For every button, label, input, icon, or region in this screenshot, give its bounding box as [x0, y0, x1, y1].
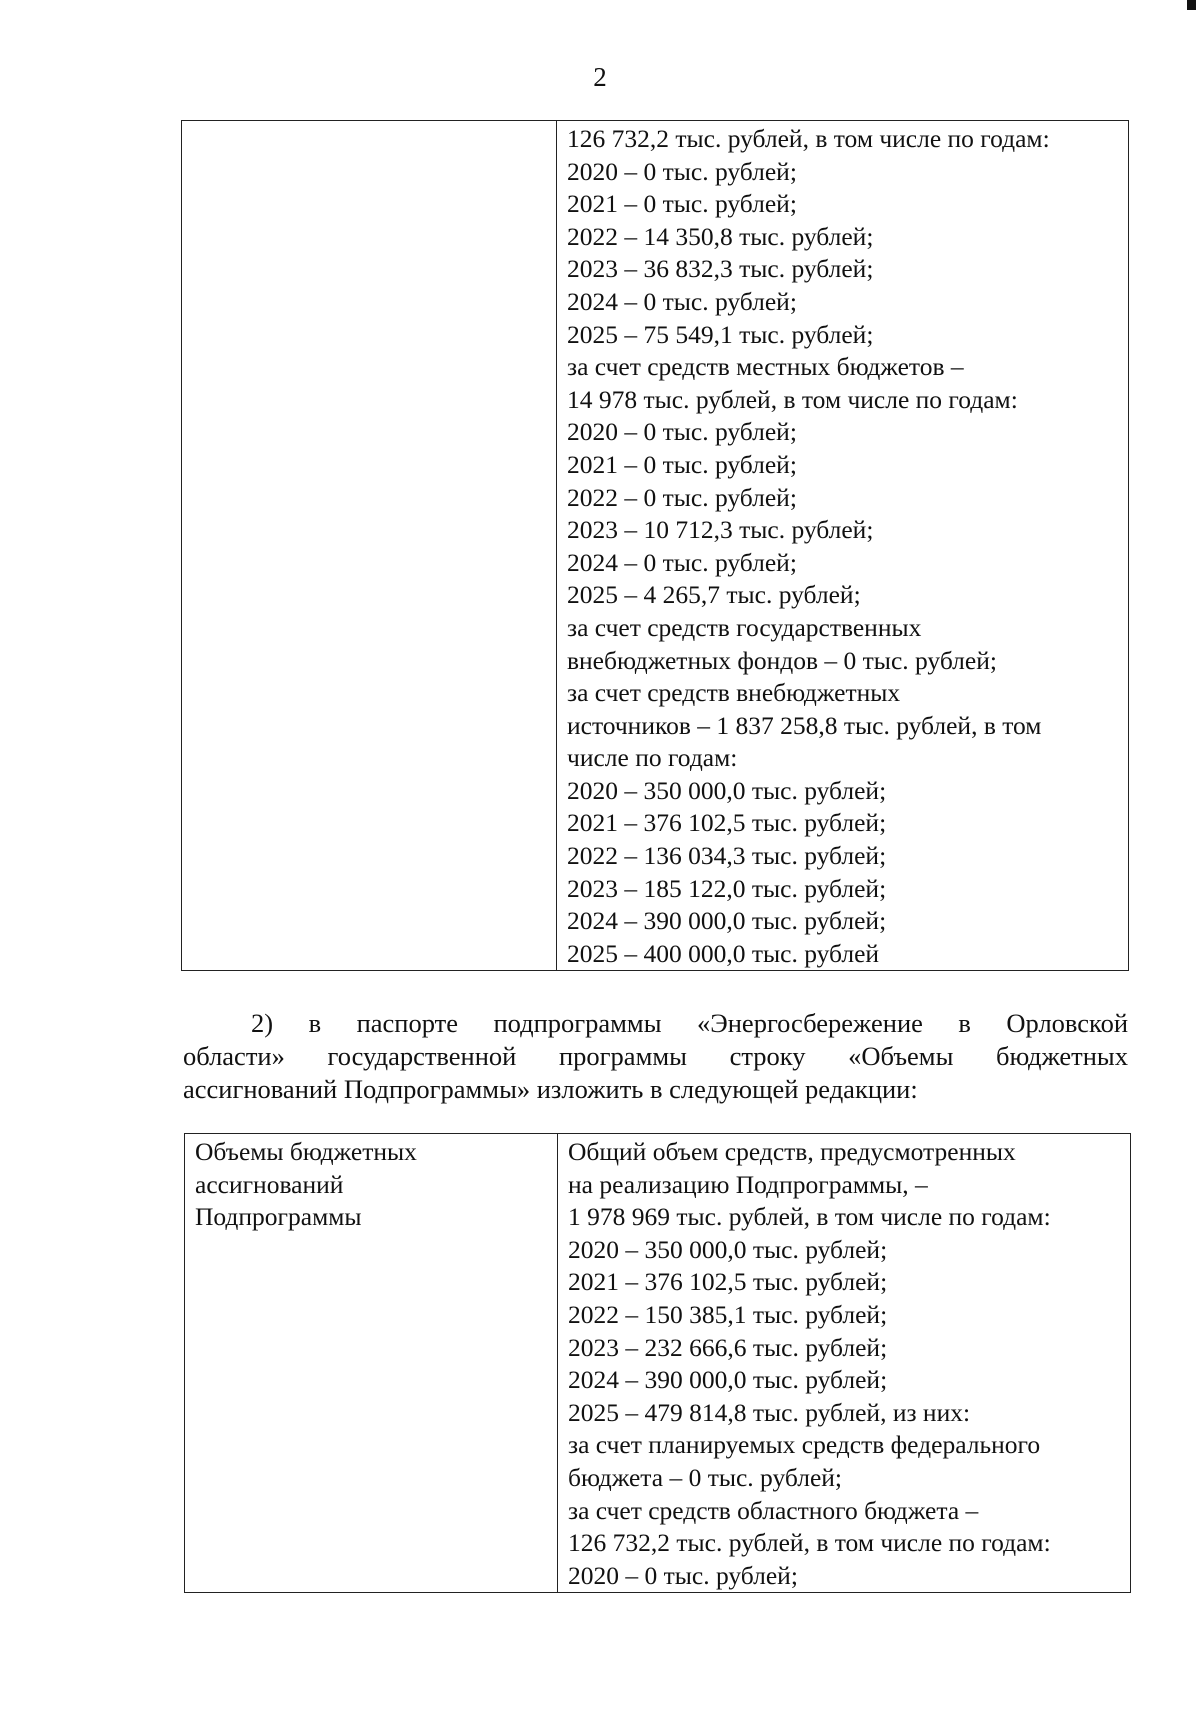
table-line: 2022 – 14 350,8 тыс. рублей; [567, 221, 874, 251]
table-line: источников – 1 837 258,8 тыс. рублей, в том [567, 710, 1042, 740]
amendment-paragraph [183, 1007, 1128, 1106]
paragraph-line: ассигнований Подпрограммы» изложить в следующей редакции: [183, 1074, 918, 1104]
table-line: 2020 – 0 тыс. рублей; [567, 156, 797, 186]
paragraph-line [183, 1007, 1128, 1040]
table-line: 14 978 тыс. рублей, в том числе по годам: [567, 384, 1018, 414]
table-line: 2022 – 136 034,3 тыс. рублей; [567, 841, 887, 871]
table-row [182, 121, 1129, 971]
table-line: внебюджетных фондов – 0 тыс. рублей; [567, 645, 997, 675]
table-line: на реализацию Подпрограммы, – [568, 1169, 928, 1199]
table-line: 2025 – 75 549,1 тыс. рублей; [567, 319, 874, 349]
table-line: 2022 – 150 385,1 тыс. рублей; [568, 1299, 888, 1329]
table-line: 1 978 969 тыс. рублей, в том числе по годам: [568, 1202, 1051, 1232]
table-line: 2025 – 479 814,8 тыс. рублей, из них: [568, 1397, 971, 1427]
table-line: Общий объем средств, предусмотренных [568, 1137, 1016, 1166]
table-line: за счет средств областного бюджета – [568, 1495, 979, 1525]
table-line: числе по годам: [567, 743, 738, 773]
table-line: за счет средств местных бюджетов – [567, 352, 964, 382]
table-line: 2023 – 36 832,3 тыс. рублей; [567, 254, 874, 284]
budget-table-continuation [181, 120, 1129, 971]
table-line: 126 732,2 тыс. рублей, в том числе по годам: [568, 1528, 1051, 1558]
table-cell-values [557, 121, 1129, 971]
table-line: за счет средств внебюджетных [567, 678, 901, 708]
scan-edge-mark [1187, 0, 1196, 10]
table-line: 2021 – 0 тыс. рублей; [567, 449, 797, 479]
table-line: 2024 – 0 тыс. рублей; [567, 547, 797, 577]
table-line: за счет средств государственных [567, 612, 922, 642]
table-line: 126 732,2 тыс. рублей, в том числе по годам: [567, 124, 1050, 153]
table-line: 2022 – 0 тыс. рублей; [567, 482, 797, 512]
table-line: бюджета – 0 тыс. рублей; [568, 1462, 842, 1492]
table-label-line: Объемы бюджетных [195, 1137, 417, 1166]
table-line: 2020 – 0 тыс. рублей; [568, 1560, 798, 1590]
table-line: 2025 – 4 265,7 тыс. рублей; [567, 580, 861, 610]
table-line: 2021 – 0 тыс. рублей; [567, 189, 797, 219]
table-label-line: ассигнований [195, 1169, 344, 1199]
table-cell-label [185, 1134, 558, 1593]
paragraph-line: области» государственной программы строку «Объемы бюджетных [183, 1041, 1128, 1071]
table-line: 2024 – 390 000,0 тыс. рублей; [567, 906, 887, 936]
table-line: 2021 – 376 102,5 тыс. рублей; [568, 1267, 888, 1297]
table-line: 2025 – 400 000,0 тыс. рублей [567, 938, 880, 968]
table-line: 2021 – 376 102,5 тыс. рублей; [567, 808, 887, 838]
table-line: 2024 – 0 тыс. рублей; [567, 286, 797, 316]
table-line: 2023 – 232 666,6 тыс. рублей; [568, 1332, 888, 1362]
paragraph-line-text: 2) в паспорте подпрограммы «Энергосбережение в Орловской [251, 1008, 1128, 1038]
budget-allocation-table [184, 1133, 1131, 1593]
table-row [185, 1134, 1131, 1593]
table-line: 2023 – 10 712,3 тыс. рублей; [567, 515, 874, 545]
table-line: 2020 – 350 000,0 тыс. рублей; [567, 775, 887, 805]
page-number: 2 [593, 62, 607, 92]
table-line: 2020 – 0 тыс. рублей; [567, 417, 797, 447]
table-line: 2024 – 390 000,0 тыс. рублей; [568, 1365, 888, 1395]
table-label-line: Подпрограммы [195, 1202, 362, 1232]
table-line: 2020 – 350 000,0 тыс. рублей; [568, 1234, 888, 1264]
table-line: 2023 – 185 122,0 тыс. рублей; [567, 873, 887, 903]
table-cell-label [182, 121, 557, 971]
table-line: за счет планируемых средств федерального [568, 1430, 1041, 1460]
table-cell-values [558, 1134, 1131, 1593]
